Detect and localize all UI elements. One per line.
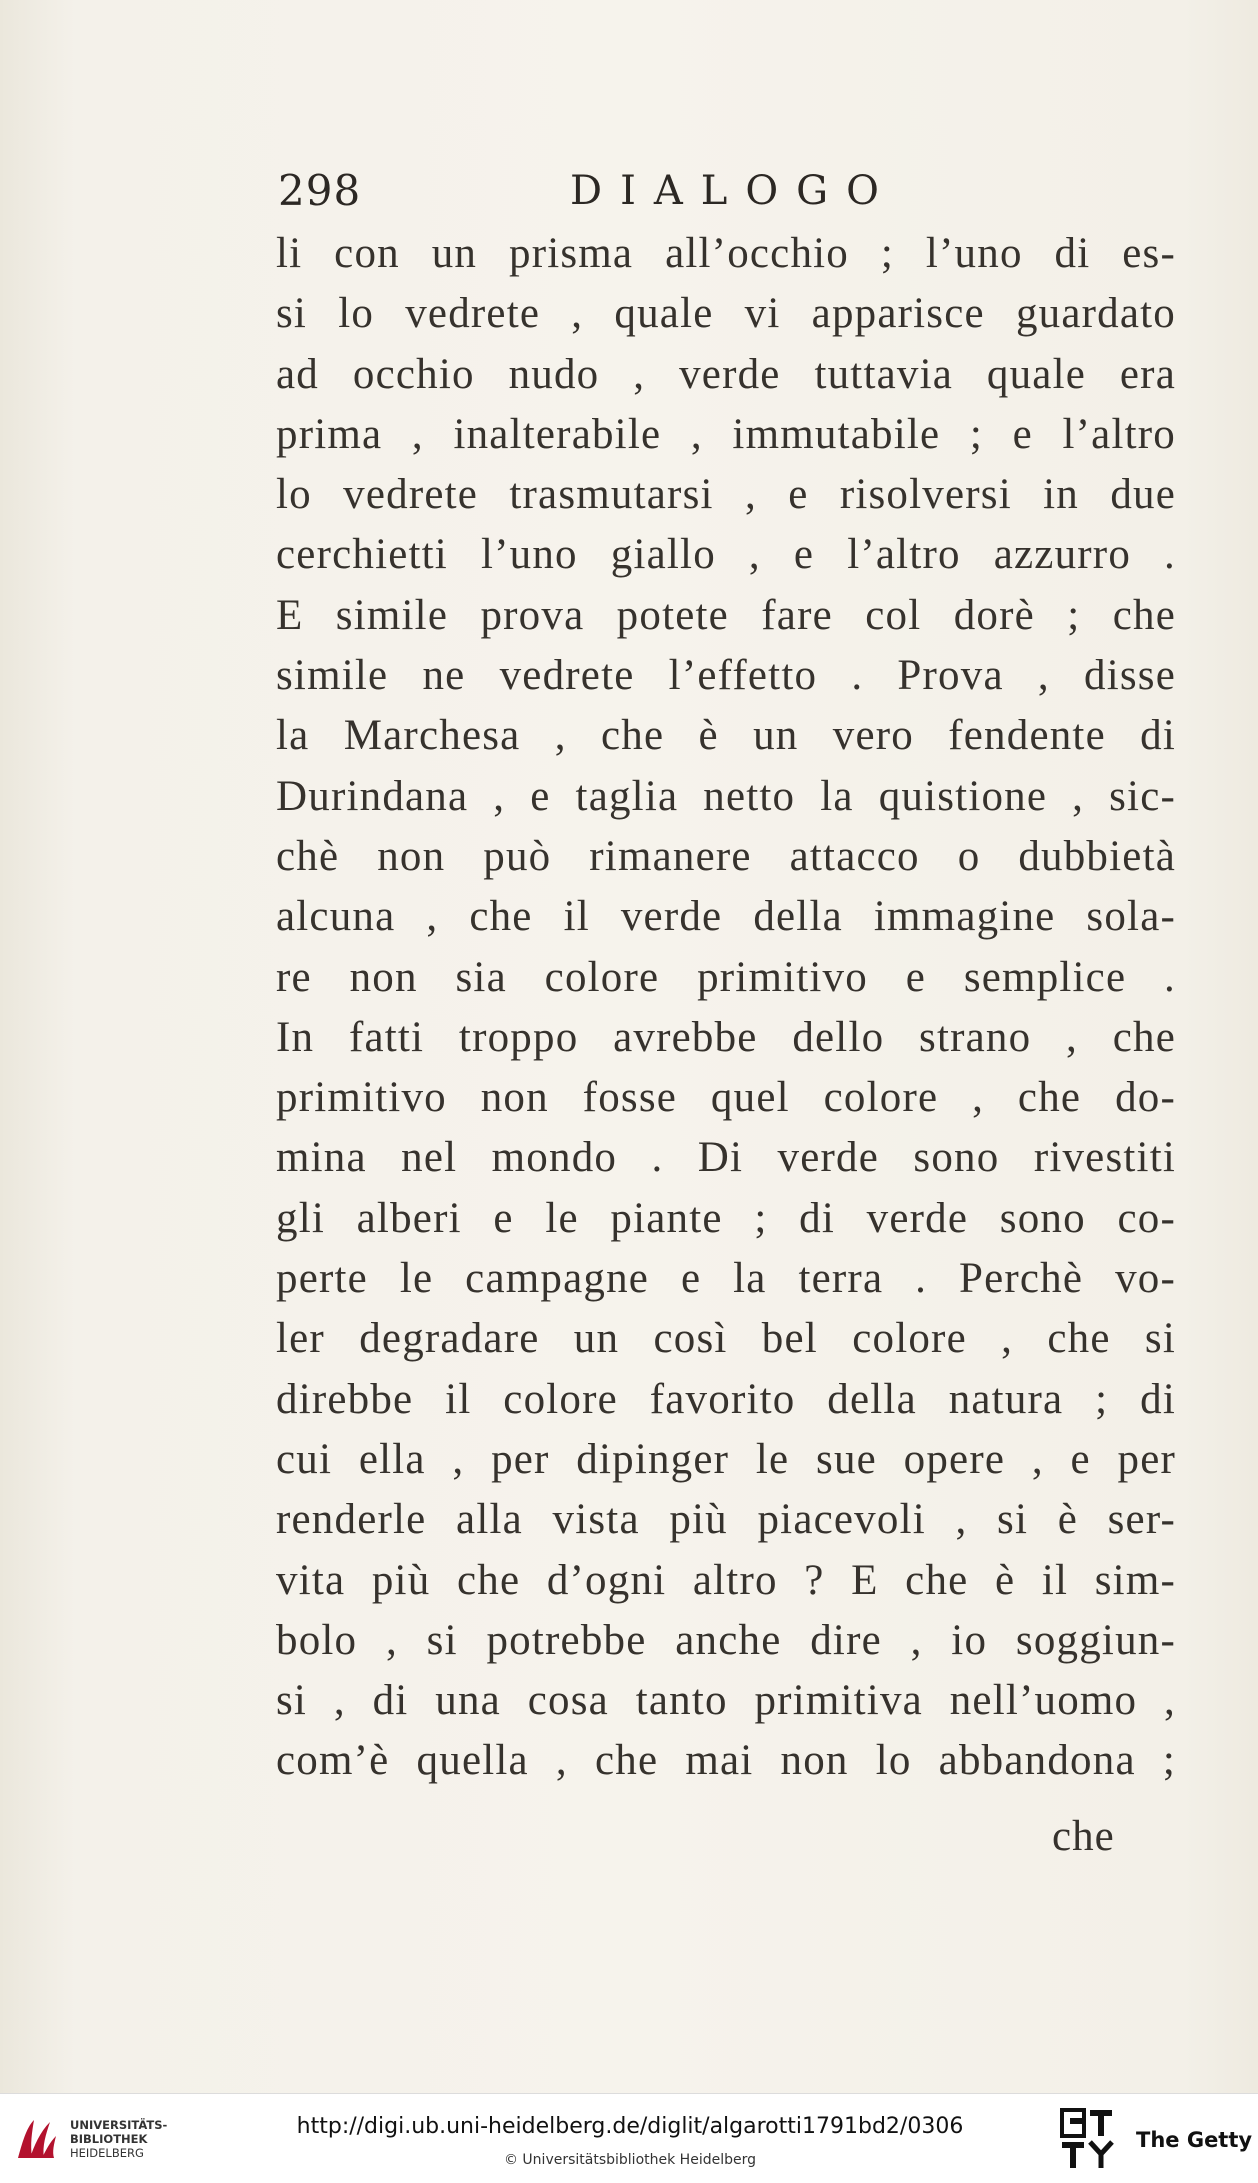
- text-line: mina nel mondo . Di verde sono rivestiti: [276, 1134, 1176, 1182]
- text-line: ler degradare un così bel colore , che si: [276, 1315, 1176, 1363]
- permalink-url[interactable]: http://digi.ub.uni-heidelberg.de/diglit/algarotti1791bd2/0306: [296, 2114, 964, 2139]
- getty-logo-icon[interactable]: [1060, 2108, 1114, 2170]
- partner-name: The Getty: [1136, 2128, 1253, 2152]
- text-line: li con un prisma all’occhio ; l’uno di es-: [276, 230, 1176, 277]
- text-line: com’è quella , che mai non lo abbandona ;: [276, 1737, 1176, 1785]
- library-name-line2: BIBLIOTHEK: [70, 2132, 148, 2146]
- text-line: la Marchesa , che è un vero fendente di: [276, 712, 1176, 760]
- text-line: ad occhio nudo , verde tuttavia quale era: [276, 350, 1176, 398]
- text-line: si lo vedrete , quale vi apparisce guardato: [276, 290, 1176, 338]
- text-line: E simile prova potete fare col dorè ; che: [276, 591, 1176, 639]
- library-name: [70, 2118, 167, 2160]
- text-line: alcuna , che il verde della immagine sola-: [276, 893, 1176, 941]
- text-line: primitivo non fosse quel colore , che do-: [276, 1074, 1176, 1122]
- text-line: renderle alla vista più piacevoli , si è ser-: [276, 1496, 1176, 1544]
- viewer-footer: [0, 2093, 1258, 2183]
- running-head: DIALOGO: [570, 168, 897, 214]
- university-seal-icon: [12, 2114, 60, 2164]
- text-line: Durindana , e taglia netto la quistione , sic-: [276, 772, 1176, 820]
- text-line: vita più che d’ogni altro ? E che è il sim-: [276, 1556, 1176, 1604]
- text-line: perte le campagne e la terra . Perchè vo-: [276, 1255, 1176, 1303]
- page-header: [278, 166, 1178, 226]
- text-line: prima , inalterabile , immutabile ; e l’altro: [276, 410, 1176, 458]
- text-line: cerchietti l’uno giallo , e l’altro azzurro .: [276, 531, 1176, 579]
- text-line: direbbe il colore favorito della natura ; di: [276, 1375, 1176, 1423]
- library-name-line1: UNIVERSITÄTS-: [70, 2118, 168, 2132]
- page-number: 298: [278, 166, 362, 215]
- text-line: chè non può rimanere attacco o dubbietà: [276, 832, 1176, 880]
- library-name-line3: HEIDELBERG: [70, 2146, 144, 2160]
- body-text: [276, 224, 1176, 1792]
- catchword: che: [1052, 1813, 1115, 1860]
- text-line: In fatti troppo avrebbe dello strano , che: [276, 1013, 1176, 1061]
- text-line: cui ella , per dipinger le sue opere , e per: [276, 1435, 1176, 1483]
- text-line: simile ne vedrete l’effetto . Prova , disse: [276, 652, 1176, 700]
- university-library-logo[interactable]: [12, 2110, 168, 2170]
- copyright-notice: © Universitätsbibliothek Heidelberg: [503, 2152, 756, 2168]
- text-line: si , di una cosa tanto primitiva nell’uomo ,: [276, 1677, 1176, 1725]
- text-line: re non sia colore primitivo e semplice .: [276, 953, 1176, 1001]
- text-line: lo vedrete trasmutarsi , e risolversi in due: [276, 471, 1176, 519]
- text-line: gli alberi e le piante ; di verde sono co-: [276, 1194, 1176, 1242]
- text-line: bolo , si potrebbe anche dire , io soggiun-: [276, 1616, 1176, 1664]
